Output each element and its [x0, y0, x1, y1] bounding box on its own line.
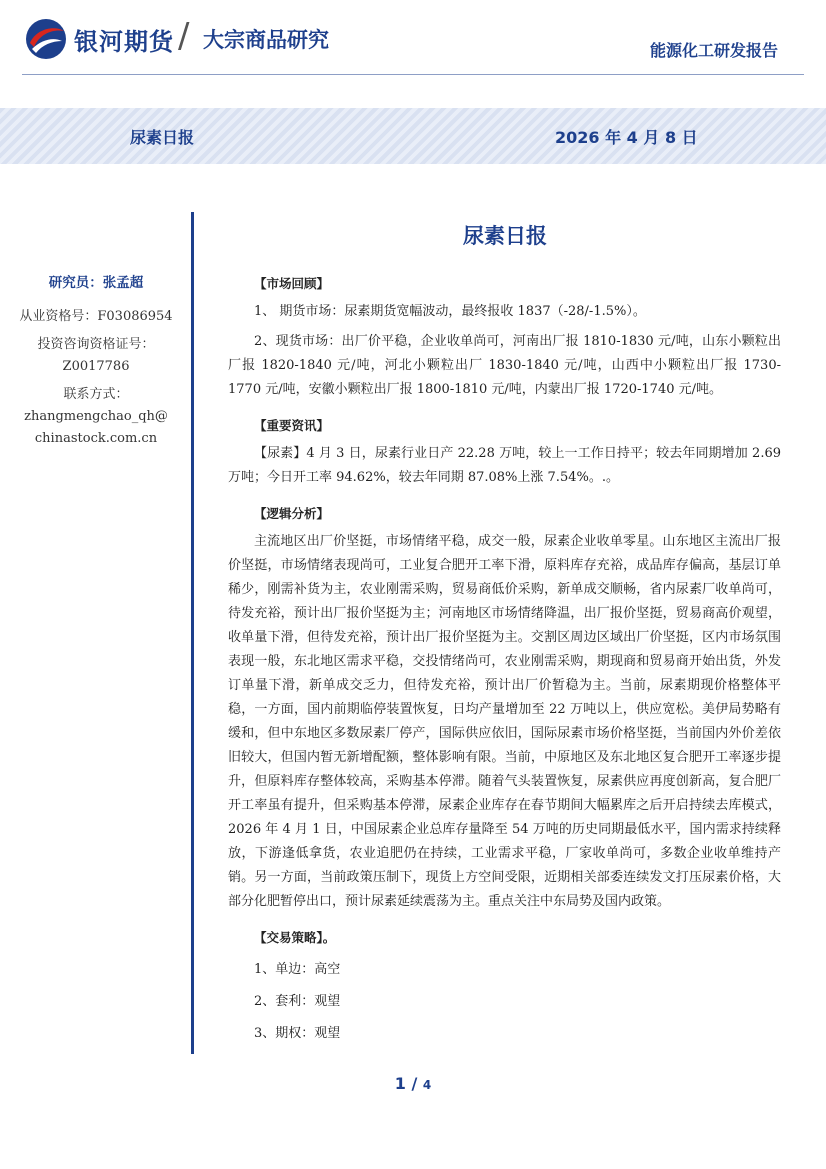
strategy-single-side: 1、单边：高空 [254, 962, 341, 977]
qualification-number: 从业资格号：F03086954 [19, 309, 173, 324]
page-number [0, 1074, 826, 1093]
analysis-paragraph: 主流地区出厂价坚挺，市场情绪平稳，成交一般，尿素企业收单零星。山东地区主流出厂报价坚挺，市场情绪表现尚可，工业复合肥开工率下滑，原料库存充裕，成品库存偏高，基层订单稀少，刚需补货为主，农业刚需采购，贸易商低价采购，新单成交顺畅，省内尿素厂收单尚可，待发充裕，预计出厂报价坚挺为主；河南地区市场情绪降温，出厂报价坚挺，贸易商高价观望，收单量下滑，但待发充裕，预计出厂报价坚挺为主。交割区周边区域出厂价坚挺，区内市场氛围表现一般，东北地区需求平稳，交投情绪尚可，农业刚需采购，期现商和贸易商开始出货，外发订单量下滑，新单成交乏力，但待发充裕，预计出厂价暂稳为主。当前，尿素期现价格整体平稳，一方面，国内前期临停装置恢复，日均产量增加至 22 万吨以上，供应宽松。美伊局势略有缓和，但中东地区多数尿素厂停产，国际供应依旧，国际尿素市场价格坚挺，当前国内外价差依旧较大，但国内暂无新增配额，整体影响有限。当前，中原地区及东北地区复合肥开工率逐步提升，但原料库存整体较高，采购基本停滞。随着气头装置恢复，尿素供应再度创新高，复合肥厂开工率虽有提升，但采购基本停滞，尿素企业库存在春节期间大幅累库之后开启持续去库模式，2026 年 4 月 1 日，中国尿素企业总库存量降至 54 万吨的历史同期最低水平，国内需求持续释放，下游逢低拿货，农业追肥仍在持续，工业需求平稳，厂家收单尚可，多数企业收单维持产销。另一方面，当前政策压制下，现货上方空间受限，近期相关部委连续发文打压尿素价格，大部分化肥暂停出口，预计尿素延续震荡为主。重点关注中东局势及国内政策。 [228, 534, 781, 909]
sidebar-divider [191, 212, 194, 1054]
section-heading-analysis: 【逻辑分析】 [254, 506, 330, 521]
total-pages: 4 [422, 1078, 432, 1092]
consult-label: 投资咨询资格证号： [37, 337, 155, 352]
report-date: 2026 年 4 月 8 日 [555, 128, 698, 147]
band-report-name: 尿素日报 [130, 128, 195, 147]
section-heading-market-review: 【市场回顾】 [254, 276, 330, 291]
strategy-arbitrage: 2、套利：观望 [254, 994, 341, 1009]
section-heading-news: 【重要资讯】 [254, 418, 330, 433]
strategy-options: 3、期权：观望 [254, 1026, 341, 1041]
report-body [228, 266, 781, 1054]
report-header [0, 0, 826, 80]
brand-separator: / [178, 16, 190, 56]
page-title: 尿素日报 [463, 224, 547, 248]
consult-id: Z0017786 [62, 359, 130, 374]
email-line-2[interactable]: chinastock.com.cn [34, 431, 158, 446]
report-type: 能源化工研发报告 [649, 41, 778, 60]
contact-label: 联系方式： [63, 387, 129, 402]
futures-market-paragraph: 1、 期货市场：尿素期货宽幅波动，最终报收 1837（-28/-1.5%）。 [254, 304, 646, 319]
current-page: 1 [394, 1074, 406, 1093]
section-heading-strategy: 【交易策略】。 [254, 930, 336, 945]
spot-market-paragraph: 2、现货市场：出厂价平稳，企业收单尚可，河南出厂报 1810-1830 元/吨，山东小颗粒出厂报 1820-1840 元/吨，河北小颗粒出厂 1830-1840 元/吨，山西中小颗粒出厂报 1730-1770 元/吨，安徽小颗粒出厂报 1800-1810 元/吨，内蒙出厂报 1720-1740 元/吨。 [228, 334, 781, 397]
page-separator: / [405, 1074, 423, 1093]
news-paragraph: 【尿素】4 月 3 日，尿素行业日产 22.28 万吨，较上一工作日持平；较去年同期增加 2.69 万吨；今日开工率 94.62%，较去年同期 87.08%上涨 7.54%。.。 [228, 446, 781, 485]
email-line-1[interactable]: zhangmengchao_qh@ [24, 409, 168, 424]
analyst-sidebar [10, 272, 182, 450]
brand-name: 银河期货 [74, 28, 174, 56]
galaxy-futures-logo-icon [24, 17, 68, 61]
analyst-name: 研究员：张孟超 [48, 275, 144, 291]
research-division: 大宗商品研究 [203, 28, 329, 52]
title-band [0, 108, 826, 164]
header-divider [22, 74, 804, 75]
